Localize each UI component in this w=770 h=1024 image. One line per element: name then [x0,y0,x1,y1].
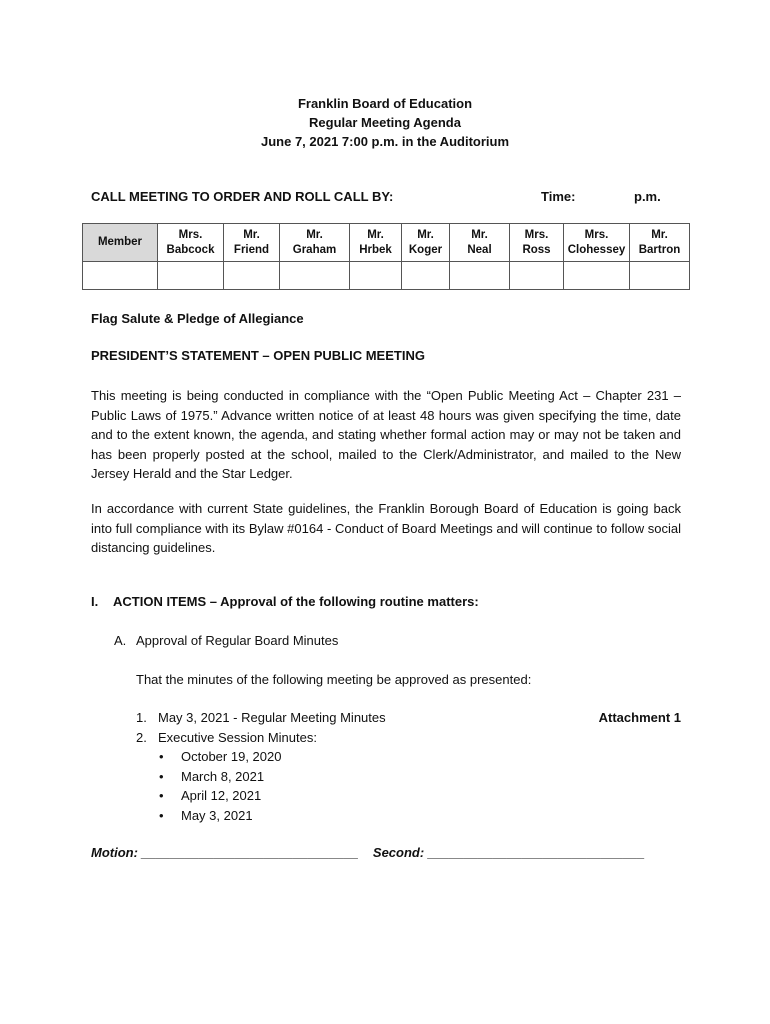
executive-minutes-item: Executive Session Minutes: [158,729,317,745]
roll-cell[interactable] [280,262,350,290]
member-babcock: Mrs. Babcock [158,224,224,262]
roll-call-header-row [83,224,690,262]
open-meeting-paragraph: This meeting is being conducted in compliance with the “Open Public Meeting Act – Chapter 231 – Public Laws of 1975.” Advance written notice of at least 48 hours was given specifying the time, date and to the extent known, the agenda, and stating whether formal action may or may not be taken and has been properly posted at the school, mailed to the Clerk/Administrator, and mailed to the New Jersey Herald and the Star Ledger. [91,388,681,481]
section-title: ACTION ITEMS – Approval of the following routine matters: [113,594,479,609]
member-bartron: Mr. Bartron [630,224,690,262]
attachment-label[interactable]: Attachment 1 [598,710,681,725]
member-friend: Mr. Friend [224,224,280,262]
roll-cell[interactable] [158,262,224,290]
roll-call-entry-row [83,262,690,290]
list-item: • March 8, 2021 [136,767,681,787]
section-i-heading [91,594,479,609]
roll-cell[interactable] [510,262,564,290]
list-item: 1. May 3, 2021 - Regular Meeting Minutes Attachment 1 [136,708,681,728]
roll-cell[interactable] [350,262,402,290]
list-item: • April 12, 2021 [136,786,681,806]
time-label: Time: [541,189,576,204]
list-item: 2. Executive Session Minutes: [136,729,317,745]
member-hrbek: Mr. Hrbek [350,224,402,262]
subsection-letter: A. [114,633,127,648]
state-guidelines-paragraph: In accordance with current State guidelines, the Franklin Borough Board of Education is going back into full compliance with its Bylaw #0164 - Conduct of Board Meetings and will continue to follow social distancing guidelines. [91,501,681,555]
list-item: • May 3, 2021 [136,806,681,826]
president-statement-heading: PRESIDENT’S STATEMENT – OPEN PUBLIC MEETING [91,348,425,363]
pm-label: p.m. [634,189,661,204]
subsection-title: Approval of Regular Board Minutes [136,633,339,648]
roll-cell[interactable] [630,262,690,290]
bullet-icon: • [159,788,164,803]
member-graham: Mr. Graham [280,224,350,262]
minutes-list [136,708,681,825]
subsection-a-heading [114,633,338,648]
member-clohessey: Mrs. Clohessey [564,224,630,262]
roll-cell[interactable] [564,262,630,290]
meeting-date-location: June 7, 2021 7:00 p.m. in the Auditorium [260,134,510,149]
member-ross: Mrs. Ross [510,224,564,262]
motion-label: Motion: [91,845,138,860]
document-title [0,94,770,151]
roll-call-label: CALL MEETING TO ORDER AND ROLL CALL BY: [91,189,394,204]
second-field[interactable]: ______________________________ [427,845,645,860]
roll-cell[interactable] [450,262,510,290]
executive-session-dates [136,747,681,825]
list-item: • October 19, 2020 [136,747,681,767]
board-name: Franklin Board of Education [297,96,473,111]
second-label: Second: [372,845,425,860]
approval-intro: That the minutes of the following meeting be approved as presented: [136,672,532,687]
section-number: I. [91,594,99,609]
bullet-icon: • [159,749,164,764]
roll-cell[interactable] [224,262,280,290]
roll-cell[interactable] [402,262,450,290]
member-koger: Mr. Koger [402,224,450,262]
roll-call-table [82,223,690,290]
roll-cell[interactable] [83,262,158,290]
bullet-icon: • [159,768,164,784]
bullet-icon: • [159,807,164,823]
motion-field[interactable]: ______________________________ [141,845,359,860]
member-header: Member [83,224,158,262]
member-neal: Mr. Neal [450,224,510,262]
motion-second-line [91,845,645,860]
agenda-type: Regular Meeting Agenda [309,115,461,130]
regular-minutes-item: May 3, 2021 - Regular Meeting Minutes [158,710,386,725]
roll-call-line [91,189,671,204]
flag-salute-heading: Flag Salute & Pledge of Allegiance [91,311,304,326]
